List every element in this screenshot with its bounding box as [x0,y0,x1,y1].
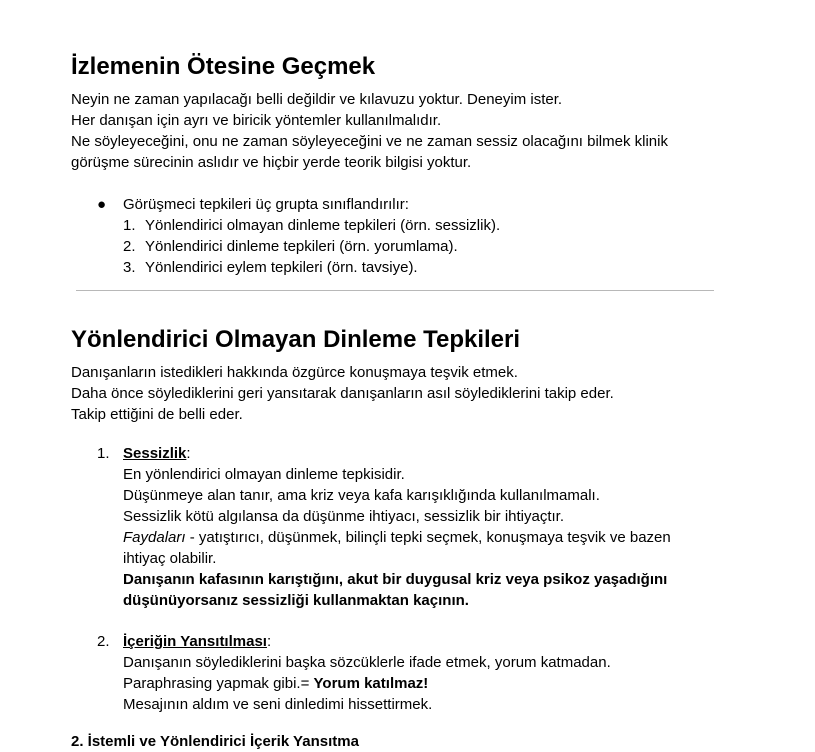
sublist-item: Yönlendirici olmayan dinleme tepkileri (örn. sessizlik). [145,217,501,234]
list-number: 1. [97,445,110,462]
bullet-item-text: Görüşmeci tepkileri üç grupta sınıflandırılır: [123,196,409,213]
paraphrasing-text: Paraphrasing yapmak gibi.= [123,675,314,692]
benefits-text: - yatıştırıcı, düşünmek, bilinçli tepki seçmek, konuşmaya teşvik ve bazen [185,529,671,546]
list-item-heading [123,443,191,464]
warning-line: Danışanın kafasının karıştığını, akut bir duygusal kriz veya psikoz yaşadığını [123,571,668,588]
list-number: 2. [97,633,110,650]
paragraph-line: Neyin ne zaman yapılacağı belli değildir ve kılavuzu yoktur. Deneyim ister. [71,91,563,108]
sublist-item: Yönlendirici dinleme tepkileri (örn. yorumlama). [145,238,458,255]
horizontal-divider [76,290,714,291]
section-title-nondirective-listening: Yönlendirici Olmayan Dinleme Tepkileri [71,326,521,353]
list-item-heading [123,631,271,652]
item-line: Düşünmeye alan tanır, ama kriz veya kafa karışıklığında kullanılmamalı. [123,487,600,504]
paragraph-line: Daha önce söylediklerini geri yansıtarak danışanların asıl söylediklerini takip eder. [71,385,614,402]
item-line: Danışanın söylediklerini başka sözcüklerle ifade etmek, yorum katmadan. [123,654,611,671]
section-title-beyond-observation: İzlemenin Ötesine Geçmek [71,53,376,80]
sublist-number: 3. [123,259,136,276]
item-title-content-reflection: İçeriğin Yansıtılması [123,633,267,650]
item-line: Mesajının aldım ve seni dinledimi hissettirmek. [123,696,433,713]
item-title-silence: Sessizlik [123,445,187,462]
benefits-label: Faydaları [123,529,186,546]
paragraph-line: Ne söyleyeceğini, onu ne zaman söyleyeceğini ve ne zaman sessiz olacağını bilmek klinik [71,133,668,150]
paragraph-line: Danışanların istedikleri hakkında özgürce konuşmaya teşvik etmek. [71,364,518,381]
sublist-item: Yönlendirici eylem tepkileri (örn. tavsiye). [145,259,418,276]
title-colon: : [186,445,191,462]
sublist-number: 1. [123,217,136,234]
item-line: Sessizlik kötü algılansa da düşünme ihtiyacı, sessizlik bir ihtiyaçtır. [123,508,565,525]
item-line: ihtiyaç olabilir. [123,550,217,567]
item-line: En yönlendirici olmayan dinleme tepkisidir. [123,466,405,483]
sublist-number: 2. [123,238,136,255]
paragraph-line: görüşme sürecinin aslıdır ve hiçbir yerde teorik bilgisi yoktur. [71,154,472,171]
paragraph-line: Her danışan için ayrı ve biricik yöntemler kullanılmalıdır. [71,112,442,129]
item-line [123,673,428,694]
no-comment-emphasis: Yorum katılmaz! [313,675,429,692]
subsection-heading-cut: 2. İstemli ve Yönlendirici İçerik Yansıtma [71,733,359,750]
bullet-icon: ● [97,196,107,213]
title-colon: : [266,633,272,650]
paragraph-line: Takip ettiğini de belli eder. [71,406,243,423]
warning-line: düşünüyorsanız sessizliği kullanmaktan kaçının. [123,592,469,609]
item-line-benefits [123,527,671,548]
